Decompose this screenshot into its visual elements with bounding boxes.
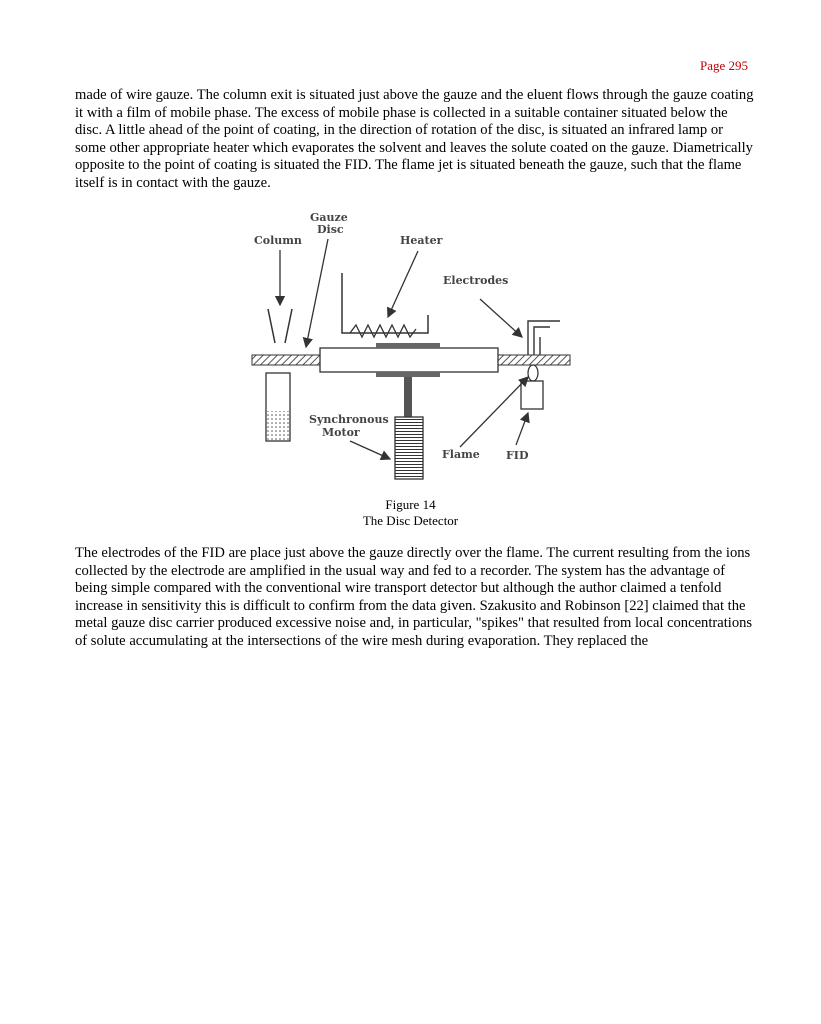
electrode-assembly bbox=[528, 321, 560, 355]
label-column: Column bbox=[254, 234, 302, 247]
label-gauze: Gauze bbox=[310, 211, 348, 224]
figure-caption-number: Figure 14 bbox=[385, 497, 436, 512]
hub-plate-bottom bbox=[376, 372, 440, 377]
electrodes-arrow bbox=[480, 299, 522, 337]
gauze-disc-arrow bbox=[306, 239, 328, 347]
flame bbox=[528, 365, 538, 381]
fid-jet-body bbox=[521, 381, 543, 409]
label-synchronous: Synchronous bbox=[309, 413, 389, 426]
hub-plate-top bbox=[376, 343, 440, 348]
fid-arrow bbox=[516, 413, 528, 445]
label-motor: Motor bbox=[322, 426, 360, 439]
heater-coil bbox=[350, 325, 416, 337]
figure-caption-title: The Disc Detector bbox=[362, 513, 459, 528]
column-nozzle bbox=[268, 309, 292, 343]
collected-liquid bbox=[267, 411, 289, 440]
flame-arrow bbox=[460, 377, 528, 447]
heater-arrow bbox=[388, 251, 418, 317]
label-flame: Flame bbox=[442, 448, 480, 461]
disc-hub bbox=[320, 348, 498, 372]
motor-arrow bbox=[350, 441, 390, 459]
body-paragraph-1: made of wire gauze. The column exit is situated just above the gauze and the eluent flows through the gauze coating it with a film of mobile phase. The excess of mobile phase is collected in a suitable container situated below the disc. A little ahead of the point of coating, in the direction of rotation of the disc, is situated an infrared lamp or some other appropriate heater which evaporates the solvent and leaves the solute coated on the gauze. Diametrically opposite to the point of coating is situated the FID. The flame jet is situated beneath the gauze, such that the flame itself is in contact with the gauze. bbox=[75, 87, 754, 191]
disc-detector-diagram bbox=[250, 205, 580, 490]
label-fid: FID bbox=[506, 449, 529, 462]
motor-shaft bbox=[404, 377, 412, 417]
label-electrodes: Electrodes bbox=[443, 274, 509, 287]
label-heater: Heater bbox=[400, 234, 443, 247]
synchronous-motor bbox=[395, 417, 423, 479]
heater-housing bbox=[342, 273, 428, 333]
body-paragraph-2: The electrodes of the FID are place just above the gauze directly over the flame. The current resulting from the ions collected by the electrode are amplified in the usual way and fed to a recorder. The system has the advantage of being simple compared with the conventional wire transport detector but although the author claimed a tenfold increase in sensitivity this is difficult to confirm from the data given. Szakusito and Robinson [22] claimed that the metal gauze disc carrier produced excessive noise and, in particular, "spikes" that resulted from local concentrations of solute accumulating at the intersections of the wire mesh during evaporation. They replaced the bbox=[75, 545, 753, 649]
page-number: Page 295 bbox=[699, 58, 748, 73]
label-disc: Disc bbox=[317, 223, 344, 236]
